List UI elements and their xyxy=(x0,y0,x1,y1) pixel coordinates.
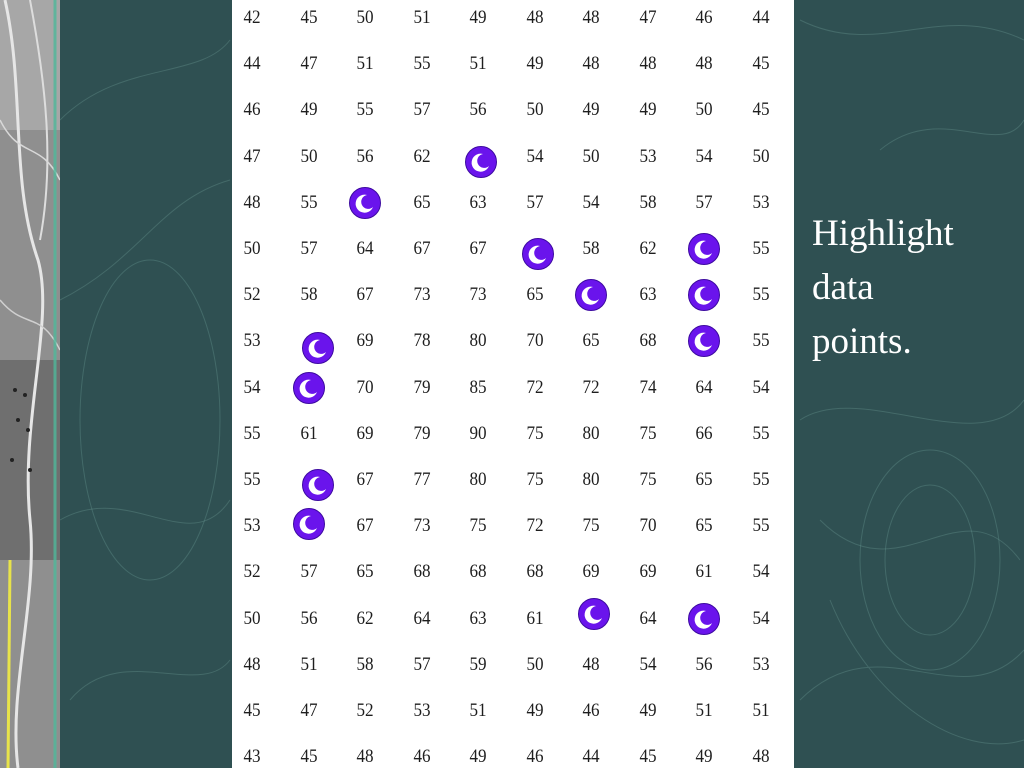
grid-cell: 45 xyxy=(243,700,261,721)
grid-cell: 68 xyxy=(469,561,487,583)
grid-cell: 90 xyxy=(469,422,487,444)
grid-cell: 58 xyxy=(582,238,600,259)
grid-cell: 48 xyxy=(582,7,600,28)
grid-cell: 57 xyxy=(525,191,544,213)
grid-cell: 48 xyxy=(525,7,544,28)
grid-cell: 70 xyxy=(356,376,374,398)
grid-cell: 80 xyxy=(582,469,600,490)
grid-cell: 44 xyxy=(751,7,770,28)
grid-cell: 49 xyxy=(638,99,657,121)
grid-cell: 48 xyxy=(243,191,261,213)
grid-cell: 54 xyxy=(243,376,261,398)
crescent-moon-icon xyxy=(578,598,610,630)
topographic-map-strip xyxy=(0,0,60,768)
grid-cell: 51 xyxy=(695,700,713,721)
crescent-moon-icon xyxy=(688,279,720,311)
grid-cell: 75 xyxy=(469,515,487,537)
grid-cell: 66 xyxy=(695,422,713,444)
grid-cell: 45 xyxy=(751,99,770,121)
grid-cell: 53 xyxy=(243,330,261,352)
grid-cell: 46 xyxy=(695,7,713,28)
grid-cell: 50 xyxy=(525,99,544,121)
crescent-moon-icon xyxy=(349,187,381,219)
grid-cell: 80 xyxy=(582,422,600,444)
grid-cell: 62 xyxy=(356,607,374,629)
grid-cell: 48 xyxy=(243,653,261,675)
grid-cell: 57 xyxy=(299,561,318,583)
grid-cell: 52 xyxy=(243,284,261,306)
grid-cell: 47 xyxy=(299,700,318,721)
grid-cell: 54 xyxy=(582,191,600,213)
crescent-moon-icon xyxy=(522,238,554,270)
grid-cell: 48 xyxy=(695,53,713,75)
grid-cell: 67 xyxy=(356,284,374,306)
grid-cell: 85 xyxy=(469,376,487,398)
grid-cell: 63 xyxy=(469,607,487,629)
grid-cell: 45 xyxy=(299,7,318,28)
grid-cell: 50 xyxy=(525,653,544,675)
grid-cell: 49 xyxy=(469,746,487,768)
grid-cell: 75 xyxy=(638,469,657,490)
grid-cell: 63 xyxy=(469,191,487,213)
grid-cell: 55 xyxy=(356,99,374,121)
grid-cell: 46 xyxy=(243,99,261,121)
grid-cell: 53 xyxy=(751,653,770,675)
grid-cell: 54 xyxy=(525,145,544,167)
grid-cell: 65 xyxy=(525,284,544,306)
grid-cell: 67 xyxy=(412,238,431,259)
grid-cell: 55 xyxy=(751,330,770,352)
grid-cell: 53 xyxy=(412,700,431,721)
grid-cell: 72 xyxy=(525,515,544,537)
grid-cell: 56 xyxy=(356,145,374,167)
grid-cell: 61 xyxy=(525,607,544,629)
grid-cell: 48 xyxy=(638,53,657,75)
grid-cell: 73 xyxy=(469,284,487,306)
grid-cell: 54 xyxy=(751,376,770,398)
grid-cell: 65 xyxy=(695,515,713,537)
grid-cell: 57 xyxy=(412,653,431,675)
grid-cell: 69 xyxy=(638,561,657,583)
grid-cell: 45 xyxy=(299,746,318,768)
grid-cell: 55 xyxy=(751,422,770,444)
grid-cell: 70 xyxy=(525,330,544,352)
grid-cell: 50 xyxy=(695,99,713,121)
grid-cell: 50 xyxy=(751,145,770,167)
grid-cell: 58 xyxy=(356,653,374,675)
grid-cell: 47 xyxy=(299,53,318,75)
data-grid-panel xyxy=(232,0,794,768)
grid-cell: 61 xyxy=(299,422,318,444)
grid-cell: 65 xyxy=(695,469,713,490)
grid-cell: 59 xyxy=(469,653,487,675)
grid-cell: 51 xyxy=(751,700,770,721)
grid-cell: 44 xyxy=(243,53,261,75)
grid-cell: 62 xyxy=(412,145,431,167)
grid-cell: 51 xyxy=(299,653,318,675)
grid-cell: 50 xyxy=(356,7,374,28)
grid-cell: 54 xyxy=(695,145,713,167)
crescent-moon-icon xyxy=(465,146,497,178)
grid-cell: 70 xyxy=(638,515,657,537)
grid-cell: 67 xyxy=(356,515,374,537)
grid-cell: 55 xyxy=(751,238,770,259)
grid-cell: 68 xyxy=(638,330,657,352)
grid-cell: 52 xyxy=(356,700,374,721)
grid-cell: 50 xyxy=(299,145,318,167)
grid-cell: 65 xyxy=(582,330,600,352)
grid-cell: 49 xyxy=(525,53,544,75)
grid-cell: 49 xyxy=(638,700,657,721)
grid-cell: 48 xyxy=(582,653,600,675)
grid-cell: 69 xyxy=(356,330,374,352)
grid-cell: 45 xyxy=(751,53,770,75)
grid-cell: 56 xyxy=(695,653,713,675)
grid-cell: 55 xyxy=(243,422,261,444)
grid-cell: 53 xyxy=(638,145,657,167)
grid-cell: 46 xyxy=(525,746,544,768)
grid-cell: 79 xyxy=(412,376,431,398)
grid-cell: 75 xyxy=(525,422,544,444)
grid-cell: 50 xyxy=(582,145,600,167)
grid-cell: 63 xyxy=(638,284,657,306)
grid-cell: 42 xyxy=(243,7,261,28)
crescent-moon-icon xyxy=(293,508,325,540)
grid-cell: 80 xyxy=(469,469,487,490)
grid-cell: 64 xyxy=(638,607,657,629)
grid-cell: 44 xyxy=(582,746,600,768)
grid-cell: 69 xyxy=(356,422,374,444)
grid-cell: 54 xyxy=(751,561,770,583)
grid-cell: 55 xyxy=(751,515,770,537)
grid-cell: 51 xyxy=(469,53,487,75)
caption-line: data xyxy=(812,267,874,308)
grid-cell: 49 xyxy=(695,746,713,768)
grid-cell: 61 xyxy=(695,561,713,583)
grid-cell: 47 xyxy=(243,145,261,167)
grid-cell: 64 xyxy=(356,238,374,259)
crescent-moon-icon xyxy=(575,279,607,311)
grid-cell: 72 xyxy=(582,376,600,398)
grid-cell: 73 xyxy=(412,515,431,537)
caption-line: points. xyxy=(812,321,912,362)
grid-cell: 50 xyxy=(243,607,261,629)
crescent-moon-icon xyxy=(688,233,720,265)
grid-cell: 57 xyxy=(299,238,318,259)
grid-cell: 43 xyxy=(243,746,261,768)
grid-cell: 49 xyxy=(299,99,318,121)
grid-cell: 50 xyxy=(243,238,261,259)
grid-cell: 64 xyxy=(695,376,713,398)
grid-cell: 67 xyxy=(356,469,374,490)
crescent-moon-icon xyxy=(302,332,334,364)
caption-line: Highlight xyxy=(812,213,954,254)
crescent-moon-icon xyxy=(302,469,334,501)
crescent-moon-icon xyxy=(688,603,720,635)
grid-cell: 48 xyxy=(582,53,600,75)
grid-cell: 65 xyxy=(356,561,374,583)
grid-cell: 77 xyxy=(412,469,431,490)
grid-cell: 65 xyxy=(412,191,431,213)
grid-cell: 80 xyxy=(469,330,487,352)
grid-cell: 52 xyxy=(243,561,261,583)
grid-cell: 49 xyxy=(582,99,600,121)
grid-cell: 75 xyxy=(525,469,544,490)
grid-cell: 53 xyxy=(751,191,770,213)
grid-cell: 51 xyxy=(469,700,487,721)
grid-cell: 62 xyxy=(638,238,657,259)
grid-cell: 75 xyxy=(582,515,600,537)
grid-cell: 58 xyxy=(638,191,657,213)
grid-cell: 79 xyxy=(412,422,431,444)
grid-cell: 47 xyxy=(638,7,657,28)
grid-cell: 51 xyxy=(356,53,374,75)
grid-cell: 55 xyxy=(412,53,431,75)
grid-cell: 53 xyxy=(243,515,261,537)
grid-cell: 74 xyxy=(638,376,657,398)
grid-cell: 57 xyxy=(695,191,713,213)
grid-cell: 68 xyxy=(412,561,431,583)
grid-cell: 67 xyxy=(469,238,487,259)
grid-cell: 72 xyxy=(525,376,544,398)
grid-cell: 78 xyxy=(412,330,431,352)
grid-cell: 73 xyxy=(412,284,431,306)
grid-cell: 55 xyxy=(751,469,770,490)
grid-cell: 64 xyxy=(412,607,431,629)
grid-cell: 55 xyxy=(299,191,318,213)
grid-cell: 46 xyxy=(582,700,600,721)
grid-cell: 55 xyxy=(751,284,770,306)
grid-cell: 45 xyxy=(638,746,657,768)
grid-cell: 46 xyxy=(412,746,431,768)
grid-cell: 57 xyxy=(412,99,431,121)
grid-cell: 49 xyxy=(525,700,544,721)
grid-cell: 48 xyxy=(356,746,374,768)
grid-cell: 69 xyxy=(582,561,600,583)
grid-cell: 48 xyxy=(751,746,770,768)
grid-cell: 56 xyxy=(469,99,487,121)
grid-cell: 56 xyxy=(299,607,318,629)
crescent-moon-icon xyxy=(293,372,325,404)
grid-cell: 49 xyxy=(469,7,487,28)
grid-cell: 75 xyxy=(638,422,657,444)
crescent-moon-icon xyxy=(688,325,720,357)
grid-cell: 51 xyxy=(412,7,431,28)
grid-cell: 68 xyxy=(525,561,544,583)
grid-cell: 54 xyxy=(751,607,770,629)
slide-caption xyxy=(812,207,1012,369)
grid-cell: 58 xyxy=(299,284,318,306)
grid-cell: 54 xyxy=(638,653,657,675)
grid-cell: 55 xyxy=(243,469,261,490)
